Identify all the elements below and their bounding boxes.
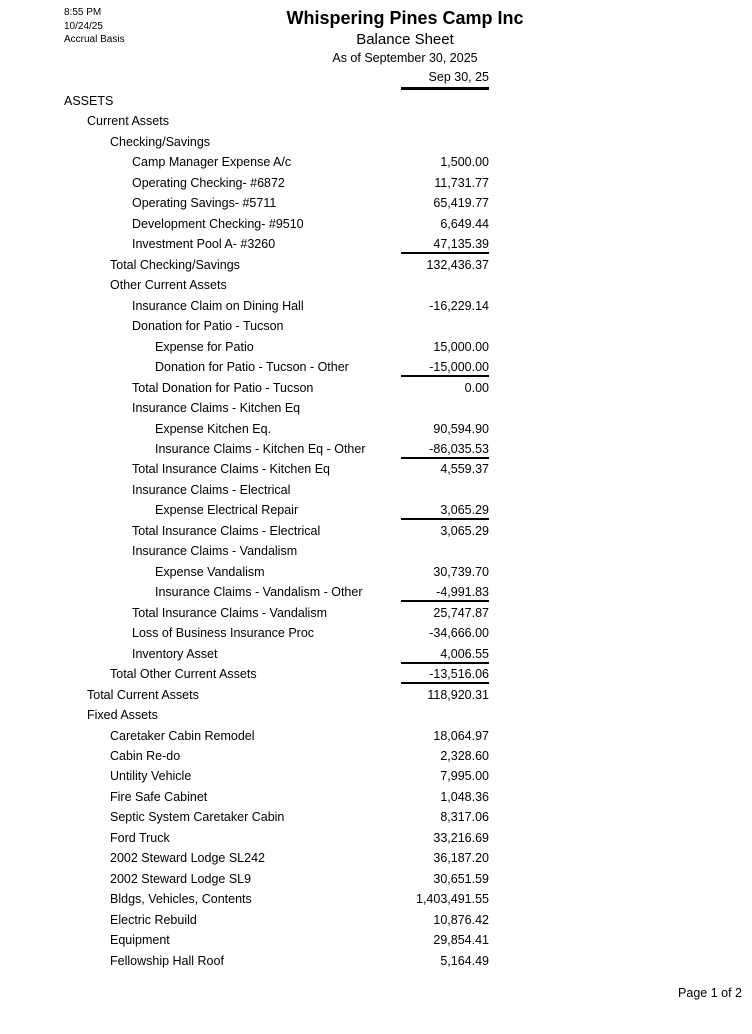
table-row: [0, 746, 752, 766]
row-label: Inventory Asset: [132, 646, 218, 661]
row-value: 36,187.20: [433, 851, 489, 866]
table-row: [0, 132, 752, 152]
report-title: Balance Sheet: [356, 31, 454, 48]
table-row: [0, 275, 752, 295]
row-value: -86,035.53: [401, 439, 489, 459]
row-value: 1,403,491.55: [416, 892, 489, 907]
table-row: [0, 664, 752, 684]
row-value: 7,995.00: [440, 769, 489, 784]
row-label: 2002 Steward Lodge SL9: [110, 871, 252, 886]
row-label: Equipment: [110, 933, 170, 948]
row-value: 65,419.77: [433, 196, 489, 211]
row-value: -4,991.83: [401, 582, 489, 602]
table-row: [0, 234, 752, 254]
row-label: Development Checking- #9510: [132, 216, 304, 231]
report-date: 10/24/25: [64, 20, 103, 32]
table-row: [0, 459, 752, 479]
row-label: Expense Kitchen Eq.: [155, 421, 272, 436]
table-row: [0, 357, 752, 377]
row-label: Insurance Claims - Kitchen Eq: [132, 401, 301, 416]
table-row: [0, 439, 752, 459]
table-row: [0, 951, 752, 971]
row-label: Donation for Patio - Tucson - Other: [155, 360, 349, 375]
table-row: [0, 644, 752, 664]
row-label: Fixed Assets: [87, 708, 158, 723]
row-label: Investment Pool A- #3260: [132, 237, 276, 252]
row-value: 33,216.69: [433, 830, 489, 845]
report-date-range: As of September 30, 2025: [332, 51, 478, 65]
table-row: [0, 214, 752, 234]
row-label: Camp Manager Expense A/c: [132, 155, 292, 170]
table-row: [0, 582, 752, 602]
row-label: Expense Electrical Repair: [155, 503, 299, 518]
table-row: [0, 91, 752, 111]
table-row: [0, 419, 752, 439]
row-value: -15,000.00: [401, 357, 489, 377]
column-header: Sep 30, 25: [401, 70, 489, 90]
row-label: Total Donation for Patio - Tucson: [132, 380, 314, 395]
row-value: 90,594.90: [433, 421, 489, 436]
row-label: Total Insurance Claims - Kitchen Eq: [132, 462, 331, 477]
row-value: -34,666.00: [429, 626, 489, 641]
row-label: Insurance Claims - Vandalism - Other: [155, 585, 363, 600]
table-row: [0, 889, 752, 909]
row-value: 18,064.97: [433, 728, 489, 743]
row-label: Total Checking/Savings: [110, 257, 240, 272]
row-label: Fellowship Hall Roof: [110, 953, 224, 968]
row-label: Expense Vandalism: [155, 564, 265, 579]
row-label: Insurance Claim on Dining Hall: [132, 298, 304, 313]
report-basis: Accrual Basis: [64, 34, 125, 45]
company-name: Whispering Pines Camp Inc: [286, 8, 524, 28]
table-row: [0, 807, 752, 827]
row-value: 5,164.49: [440, 953, 489, 968]
table-row: [0, 726, 752, 746]
table-row: [0, 562, 752, 582]
row-value: 6,649.44: [440, 216, 489, 231]
report-time: 8:55 PM: [64, 7, 102, 18]
row-value: 30,739.70: [433, 564, 489, 579]
table-row: [0, 930, 752, 950]
row-label: Electric Rebuild: [110, 912, 197, 927]
row-value: 0.00: [464, 380, 489, 395]
table-row: [0, 766, 752, 786]
row-value: 4,559.37: [440, 462, 489, 477]
row-value: -16,229.14: [429, 298, 489, 313]
table-row: [0, 685, 752, 705]
row-label: Current Assets: [87, 114, 169, 129]
row-label: Insurance Claims - Kitchen Eq - Other: [155, 441, 366, 456]
table-row: [0, 787, 752, 807]
row-value: 118,920.31: [427, 687, 489, 702]
row-label: Ford Truck: [110, 830, 170, 845]
row-label: Donation for Patio - Tucson: [132, 319, 284, 334]
table-row: [0, 173, 752, 193]
table-row: [0, 255, 752, 275]
row-label: Operating Savings- #5711: [132, 196, 277, 211]
row-value: 4,006.55: [401, 644, 489, 664]
table-row: [0, 398, 752, 418]
row-label: Insurance Claims - Vandalism: [132, 544, 298, 559]
row-label: Checking/Savings: [110, 134, 211, 149]
table-row: [0, 337, 752, 357]
table-row: [0, 521, 752, 541]
table-row: [0, 111, 752, 131]
row-label: Fire Safe Cabinet: [110, 789, 208, 804]
row-value: -13,516.06: [401, 664, 489, 684]
row-label: Total Current Assets: [87, 687, 199, 702]
row-label: Operating Checking- #6872: [132, 175, 285, 190]
row-label: Other Current Assets: [110, 278, 227, 293]
table-row: [0, 910, 752, 930]
table-row: [0, 603, 752, 623]
row-label: Untility Vehicle: [110, 769, 192, 784]
row-value: 2,328.60: [440, 749, 489, 763]
row-label: Loss of Business Insurance Proc: [132, 626, 315, 641]
row-label: Cabin Re-do: [110, 749, 181, 763]
row-label: Total Other Current Assets: [110, 667, 257, 682]
table-row: [0, 869, 752, 889]
row-value: 25,747.87: [433, 605, 489, 620]
row-label: Insurance Claims - Electrical: [132, 482, 291, 497]
row-value: 10,876.42: [433, 912, 489, 927]
row-label: Bldgs, Vehicles, Contents: [110, 892, 252, 907]
row-value: 3,065.29: [401, 500, 489, 520]
row-label: Expense for Patio: [155, 339, 254, 354]
row-value: 11,731.77: [434, 175, 489, 190]
table-row: [0, 705, 752, 725]
table-row: [0, 296, 752, 316]
table-row: [0, 828, 752, 848]
row-value: 1,048.36: [440, 789, 489, 804]
row-value: 8,317.06: [440, 810, 489, 825]
row-value: 132,436.37: [426, 257, 489, 272]
table-row: [0, 480, 752, 500]
row-value: 30,651.59: [433, 871, 489, 886]
row-value: 47,135.39: [401, 234, 489, 254]
table-row: [0, 193, 752, 213]
row-value: 1,500.00: [440, 155, 489, 170]
row-label: 2002 Steward Lodge SL242: [110, 851, 265, 866]
table-row: [0, 500, 752, 520]
table-row: [0, 848, 752, 868]
row-label: Septic System Caretaker Cabin: [110, 810, 285, 825]
page-number: Page 1 of 2: [678, 986, 742, 1000]
row-label: Caretaker Cabin Remodel: [110, 728, 255, 743]
row-label: Total Insurance Claims - Electrical: [132, 523, 321, 538]
table-row: [0, 623, 752, 643]
row-value: 3,065.29: [440, 523, 489, 538]
table-row: [0, 541, 752, 561]
table-row: [0, 378, 752, 398]
balance-sheet-table: [0, 91, 752, 971]
table-row: [0, 316, 752, 336]
table-row: [0, 152, 752, 172]
row-label: Total Insurance Claims - Vandalism: [132, 605, 327, 620]
row-value: 15,000.00: [433, 339, 489, 354]
row-label: ASSETS: [64, 94, 114, 108]
row-value: 29,854.41: [433, 933, 489, 948]
